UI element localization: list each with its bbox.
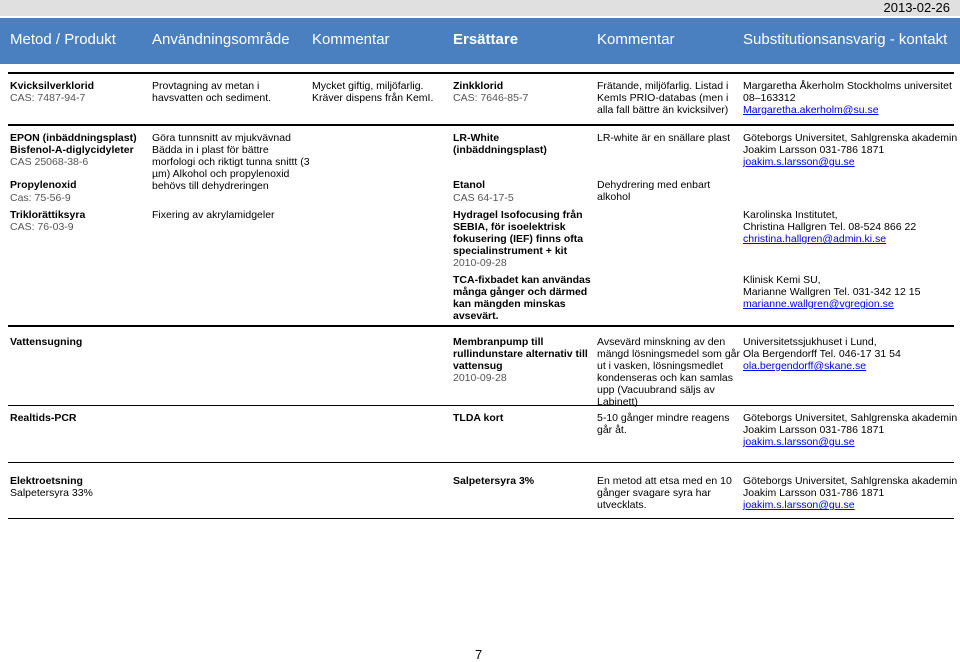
document-date: 2013-02-26 [883,0,950,15]
header-substitute: Ersättare [453,31,519,48]
date-bar [0,0,960,16]
product-name: Realtids-PCR [10,412,77,424]
substitute-comment: Frätande, miljöfarlig. Listad i KemIs PRIO-databas (men i alla fall bättre än kvicksilver) [597,80,729,116]
product-name: Salpetersyra 33% [10,487,93,499]
contact-text: Göteborgs Universitet, Sahlgrenska akademin Joakim Larsson 031-786 1871 [743,132,958,156]
substitute-comment: 5-10 gånger mindre reagens går åt. [597,412,730,436]
contact-text: Universitetssjukhuset i Lund, Ola Bergendorff Tel. 046-17 31 54 [743,336,901,360]
header-comment: Kommentar [312,31,390,48]
product-name: EPON (inbäddningsplast) [10,132,137,144]
substitute-name: Salpetersyra 3% [453,475,535,487]
contact-email-link[interactable]: joakim.s.larsson@gu.se [743,156,855,168]
contact-text: Göteborgs Universitet, Sahlgrenska akademin Joakim Larsson 031-786 1871 [743,412,958,436]
use-area-text: Göra tunnsnitt av mjukvävnad Bädda in i plast för bättre morfologi och riktigt tunna snittt (3 µm) Alkohol och propylenoxid behövs till dehydreringen [152,132,310,192]
cas-number: CAS 25068-38-6 [10,156,89,168]
substitute-name: Zinkklorid [453,80,504,92]
product-name: Vattensugning [10,336,83,348]
substitute-comment: En metod att etsa med en 10 gånger svagare syra har utvecklats. [597,475,732,511]
product-name: Elektroetsning [10,475,83,487]
contact-text: Göteborgs Universitet, Sahlgrenska akademin Joakim Larsson 031-786 1871 [743,475,958,499]
substitute-name: Membranpump till rullindunstare alternativ till vattensug [453,336,588,372]
use-area-text: Fixering av akrylamidgeler [152,209,275,221]
cas-number: CAS: 7487-94-7 [10,92,86,104]
contact-email-link[interactable]: joakim.s.larsson@gu.se [743,499,855,511]
substitute-name: TCA-fixbadet kan användas många gånger och därmed kan mängden minskas avsevärt. [453,274,591,322]
contact-email-link[interactable]: ola.bergendorff@skane.se [743,360,867,372]
row-divider [8,462,954,463]
contact-email-link[interactable]: joakim.s.larsson@gu.se [743,436,855,448]
header-substitute-comment: Kommentar [597,31,675,48]
row-divider [8,405,954,406]
substitute-cas: CAS 64-17-5 [453,192,514,204]
substitute-comment: Avsevärd minskning av den mängd lösningsmedel som går ut i vasken, lösningsmedlet kondenseras och kan samlas upp (Vacuubrand säljs av Labinett) [597,336,740,408]
substitute-name: LR-White (inbäddningsplast) [453,132,547,156]
row-divider [8,325,954,327]
substitute-name: Etanol [453,179,486,191]
product-name: Propylenoxid [10,179,77,191]
contact-email-link[interactable]: Margaretha.akerholm@su.se [743,104,879,116]
substitute-date: 2010-09-28 [453,257,507,269]
substitute-date: 2010-09-28 [453,372,507,384]
contact-text: Klinisk Kemi SU, Marianne Wallgren Tel. 031-342 12 15 [743,274,921,298]
use-area-text: Provtagning av metan i havsvatten och sediment. [152,80,272,104]
product-name: Bisfenol-A-diglycidyleter [10,144,134,156]
table-header [0,18,960,64]
row-divider [8,124,954,126]
comment-text: Mycket giftig, miljöfarlig. Kräver dispens från KemI. [312,80,434,104]
substitute-comment: LR-white är en snällare plast [597,132,731,144]
substitute-name: TLDA kort [453,412,504,424]
product-name: Kvicksilverklorid [10,80,95,92]
substitute-cas: CAS: 7646-85-7 [453,92,529,104]
header-use-area: Användningsområde [152,31,290,48]
header-contact: Substitutionsansvarig - kontakt [743,31,948,48]
cas-number: Cas: 75-56-9 [10,192,71,204]
contact-text: Margaretha Åkerholm Stockholms universitet 08–163312 [743,80,952,104]
page-number: 7 [475,647,483,662]
substitute-name: Hydragel Isofocusing från SEBIA, för isoelektrisk fokusering (IEF) finns ofta specialinstrument + kit [453,209,584,257]
header-method-product: Metod / Produkt [10,31,116,48]
product-name: Triklorättiksyra [10,209,86,221]
contact-email-link[interactable]: marianne.wallgren@vgregion.se [743,298,894,310]
contact-text: Karolinska Institutet, Christina Hallgren Tel. 08-524 866 22 [743,209,917,233]
cas-number: CAS: 76-03-9 [10,221,74,233]
row-divider [8,72,954,74]
row-divider [8,518,954,519]
substitute-comment: Dehydrering med enbart alkohol [597,179,711,203]
contact-email-link[interactable]: christina.hallgren@admin.ki.se [743,233,887,245]
